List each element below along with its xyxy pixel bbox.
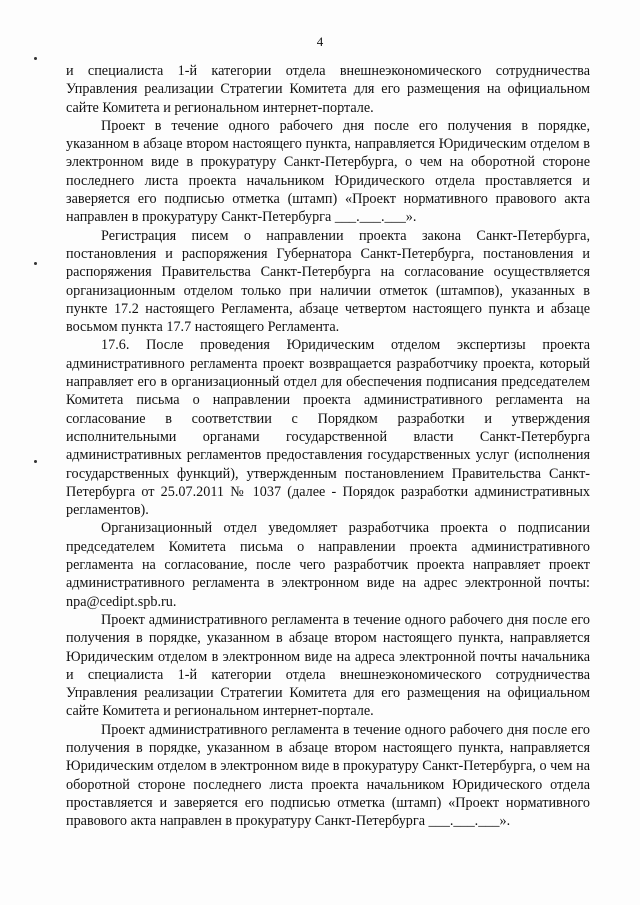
margin-mark	[34, 262, 37, 265]
margin-mark	[34, 57, 37, 60]
paragraph: Регистрация писем о направлении проекта закона Санкт-Петербурга, постановления и распоряжения Губернатора Санкт-Петербурга, постановления и распоряжения Правительства Санкт-Петербурга на согласование осуществляется организационным отделом только при наличии отметок (штампов), указанных в пункте 17.2 настоящего Регламента, абзаце четвертом настоящего пункта и абзаце восьмом пункта 17.7 настоящего Регламента.	[66, 227, 590, 336]
document-body	[66, 62, 590, 830]
paragraph: и специалиста 1-й категории отдела внешнеэкономического сотрудничества Управления реализации Стратегии Комитета для его размещения на официальном сайте Комитета и региональном интернет-портале.	[66, 63, 590, 116]
paragraph: Организационный отдел уведомляет разработчика проекта о подписании председателем Комитета письма о направлении проекта административного регламента на согласование, после чего разработчик проекта направляет проект административного регламента в электронном виде на адрес электронной почты: npa@cedipt.spb.ru.	[66, 520, 590, 610]
paragraph: Проект административного регламента в течение одного рабочего дня после его получения в порядке, указанном в абзаце втором настоящего пункта, направляется Юридическим отделом в электронном виде в прокуратуру Санкт-Петербурга, о чем на оборотной стороне последнего листа проекта начальником Юридического отдела проставляется и заверяется его подписью отметка (штамп) «Проект нормативного правового акта направлен в прокуратуру Санкт-Петербурга ___.___.___».	[66, 721, 590, 830]
paragraph: Проект административного регламента в течение одного рабочего дня после его получения в порядке, указанном в абзаце втором настоящего пункта, направляется Юридическим отделом в электронном виде на адреса электронной почты начальника и специалиста 1-й категории отдела внешнеэкономического сотрудничества Управления реализации Стратегии Комитета для его размещения на официальном сайте Комитета и региональном интернет-портале.	[66, 611, 590, 720]
paragraph: Проект в течение одного рабочего дня после его получения в порядке, указанном в абзаце втором настоящего пункта, направляется Юридическим отделом в электронном виде в прокуратуру Санкт-Петербурга, о чем на оборотной стороне последнего листа проекта начальником Юридического отдела проставляется и заверяется его подписью отметка (штамп) «Проект нормативного правового акта направлен в прокуратуру Санкт-Петербурга ___.___.___».	[66, 117, 590, 226]
margin-mark	[34, 460, 37, 463]
paragraph: 17.6. После проведения Юридическим отделом экспертизы проекта административного регламента проект возвращается разработчику проекта, который направляет его в организационный отдел для обеспечения подписания председателем Комитета письма о направлении проекта административного регламента на согласование в соответствии с Порядком разработки и утверждения исполнительными органами государственной власти Санкт-Петербурга административных регламентов предоставления государственных услуг (исполнения государственных функций), утвержденным постановлением Правительства Санкт-Петербурга от 25.07.2011 № 1037 (далее - Порядок разработки административных регламентов).	[66, 337, 590, 519]
page-number: 4	[316, 34, 324, 49]
